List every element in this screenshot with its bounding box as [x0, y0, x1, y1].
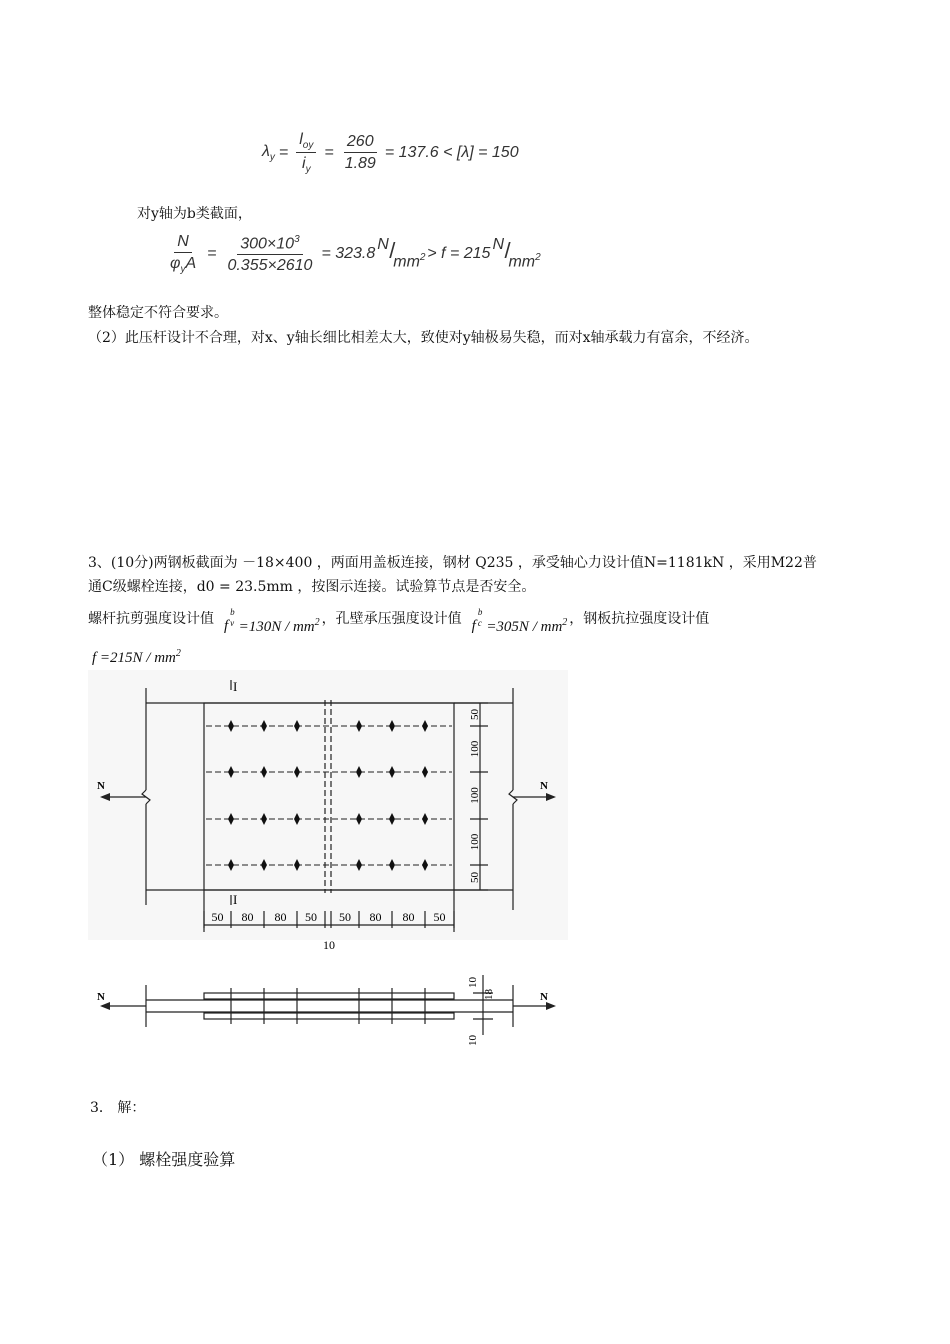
- problem3-strengths: 螺杆抗剪强度设计值 f b v $=130N / mm^2$ ，孔壁承压强度设计值 f b c $=305N / mm^2$ ，钢板抗拉强度设计值: [88, 607, 710, 635]
- vertical-dimension-label: 50: [469, 872, 481, 883]
- eq2-unit-2: N / $mm^2$: [492, 236, 541, 271]
- drawing-background: [88, 670, 568, 940]
- horizontal-dimension-label: 50: [433, 910, 446, 924]
- equation-slenderness: $\lambda_y$ = $\frac{l_{oy}}{i_y}$ = $\frac{260}{1.89}$ = 137.6 < [λ] = 150: [262, 130, 519, 176]
- vertical-dimension-label: 100: [469, 833, 481, 851]
- horizontal-dimension-label: 80: [274, 910, 287, 924]
- equation-stability: $\frac{N}{\varphi_yA}$ = $\frac{300\times 10^3}{0.355\times 2610}$ = 323.8 N / $mm^2$ > f = 215 N / $mm^2$: [163, 228, 536, 280]
- bolted-joint-drawing: [88, 670, 568, 1060]
- solution-heading: 3． 解：: [90, 1100, 146, 1116]
- side-view: [102, 975, 554, 1035]
- section-mark-top: I: [233, 679, 238, 694]
- horizontal-dimension-label: 50: [211, 910, 224, 924]
- eq1-result: = 137.6 < [λ] = 150: [384, 144, 519, 161]
- eq1-fraction-symbolic: $\frac{l_{oy}}{i_y}$: [296, 131, 316, 175]
- side-dim-top: 10: [467, 977, 479, 988]
- section-mark-bottom: I: [233, 892, 238, 907]
- f-value-line: $f =215N / mm^2$: [92, 648, 181, 666]
- horizontal-dimension-label: 80: [369, 910, 382, 924]
- horizontal-dimension-label: 50: [339, 910, 351, 924]
- problem3-line2: 通C级螺栓连接，d0 = 23.5mm ，按图示连接。试验算节点是否安全。: [88, 579, 536, 595]
- side-force-label-right: N: [540, 991, 548, 1003]
- vertical-dimension-label: 50: [469, 709, 481, 720]
- force-label-left: N: [97, 780, 105, 792]
- side-dim-bottom: 10: [467, 1035, 479, 1046]
- fc-symbol: f b c $=305N / mm^2$: [471, 607, 568, 635]
- fv-symbol: f b v $=130N / mm^2$: [224, 607, 320, 635]
- vertical-dimension-label: 100: [469, 740, 481, 758]
- horizontal-dimension-label: 80: [241, 910, 254, 924]
- section-type-line: 对y轴为b类截面，: [137, 206, 252, 222]
- gap-dimension: 10: [323, 938, 335, 952]
- eq2-unit-1: N / $mm^2$: [377, 236, 426, 271]
- force-label-right: N: [540, 780, 548, 792]
- eq2-fraction-numeric: $\frac{300\times 10^3}{0.355\times 2610}$: [227, 233, 313, 274]
- solution-subheading: （1） 螺栓强度验算: [92, 1150, 236, 1169]
- stability-conclusion: 整体稳定不符合要求。: [88, 305, 228, 321]
- problem3-line1: 3、(10分)两钢板截面为 －18×400 ，两面用盖板连接，钢材 Q235 ，承受轴心力设计值N=1181kN ，采用M22普: [88, 555, 817, 571]
- eq2-value: = 323.8: [321, 245, 376, 262]
- eq1-fraction-numeric: $\frac{260}{1.89}$: [344, 133, 376, 172]
- eq2-fraction-symbolic: $\frac{N}{\varphi_yA}$: [170, 233, 197, 275]
- side-force-label-left: N: [97, 991, 105, 1003]
- horizontal-dimension-label: 50: [305, 910, 317, 924]
- horizontal-dimension-label: 80: [402, 910, 415, 924]
- vertical-dimension-label: 100: [469, 787, 481, 804]
- design-comment: （2）此压杆设计不合理，对x、y轴长细比相差太大，致使对y轴极易失稳，而对x轴承载力有富余，不经济。: [88, 330, 759, 346]
- side-dim-middle: 18: [483, 989, 495, 1000]
- eq1-lhs: $\lambda_y$: [262, 142, 275, 164]
- eq2-comparison: > f = 215: [427, 245, 491, 262]
